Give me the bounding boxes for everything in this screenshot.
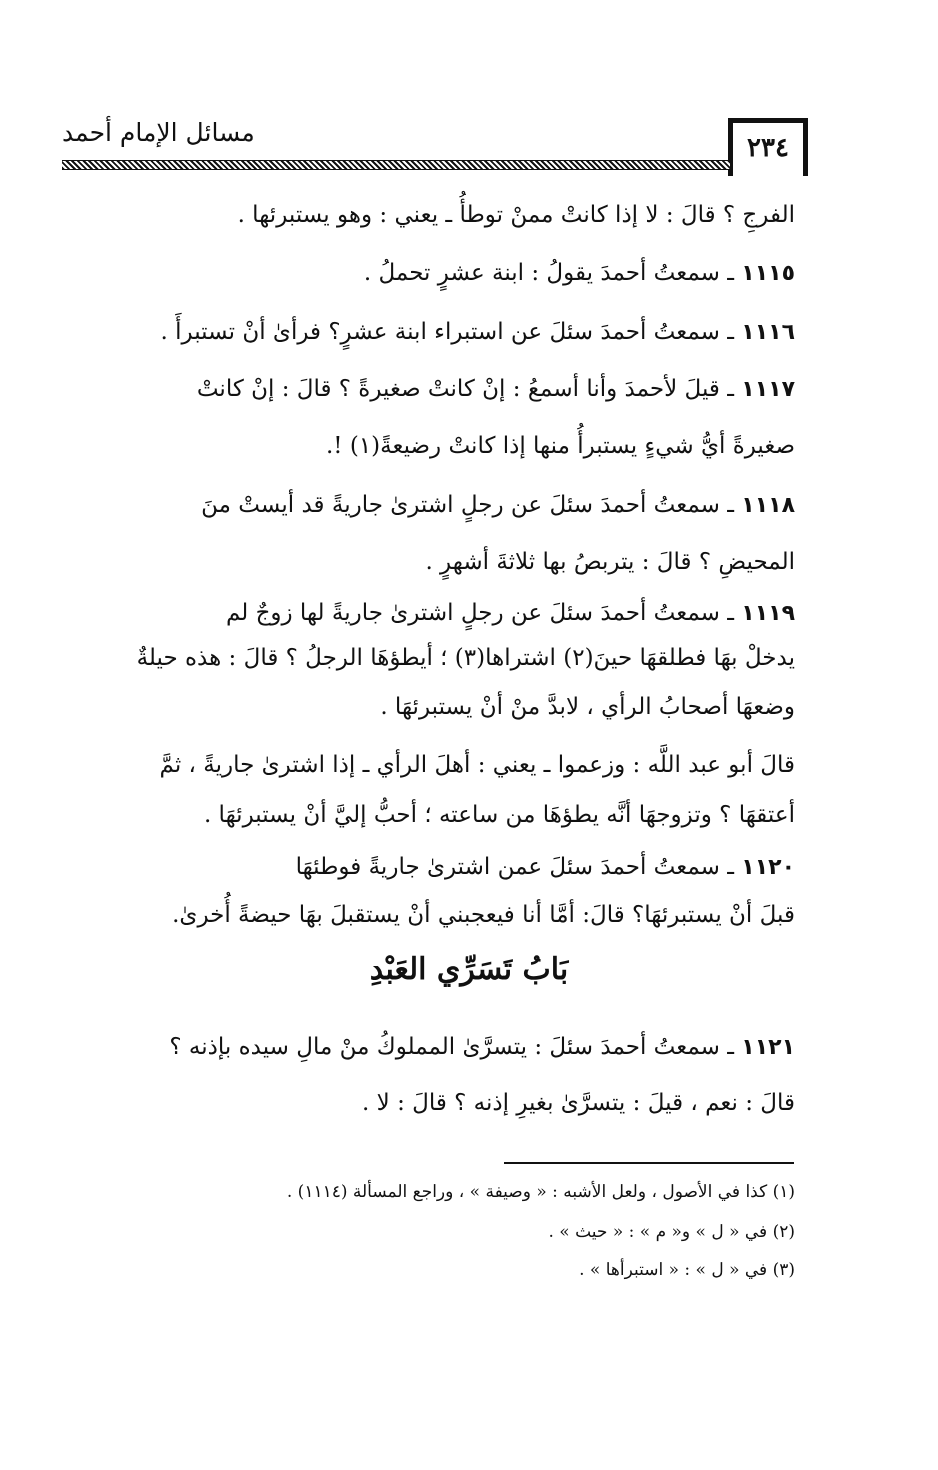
page-number-box [728, 118, 808, 176]
line-text: ـ سمعتُ أحمدَ سئلَ عن رجلٍ اشترىٰ جاريةً قد أيستْ منَ [201, 492, 742, 518]
line-text: أعتقهَا ؟ وتزوجهَا أنَّه يطؤهَا من ساعته ؛ أحبُّ إليَّ أنْ يستبرئهَا . [203, 802, 795, 828]
text-line [105, 596, 795, 631]
text-line [105, 641, 795, 676]
footnote: (٣) في « ل » : « استبرأها » . [579, 1260, 795, 1280]
issue-number: ١١٢١ [741, 1035, 795, 1060]
line-text: يدخلْ بهَا فطلقهَا حينَ(٢) اشتراها(٣) ؛ أيطؤهَا الرجلُ ؟ قالَ : هذه حيلةٌ [136, 645, 795, 671]
issue-number: ١١١٦ [741, 320, 795, 345]
text-line [105, 798, 795, 833]
footnote: (٢) في « ل » و« م » : « حيث » . [548, 1222, 795, 1242]
issue-number: ١١١٥ [741, 261, 795, 286]
text-line [105, 545, 795, 580]
running-header-title: مسائل الإمام أحمد [62, 118, 255, 147]
line-text: صغيرةً أيُّ شيءٍ يستبرأُ منها إذا كانتْ رضيعةً(١) !. [325, 433, 795, 459]
text-line [105, 690, 795, 725]
footnote: (١) كذا في الأصول ، ولعل الأشبه : « وصيفة » ، وراجع المسألة (١١١٤) . [286, 1182, 795, 1202]
text-line [105, 198, 795, 233]
text-line [105, 372, 795, 407]
issue-number: ١١١٨ [741, 493, 795, 518]
text-line [105, 429, 795, 464]
footnote-rule [504, 1162, 794, 1164]
text-line [105, 256, 795, 291]
issue-number: ١١١٧ [741, 377, 795, 402]
line-text: ـ سمعتُ أحمدَ سئلَ عمن اشترىٰ جاريةً فوطئهَا [295, 854, 742, 880]
line-text: ـ سمعتُ أحمدَ سئلَ عن رجلٍ اشترىٰ جاريةً لها زوجٌ لم [225, 600, 742, 626]
line-text: ـ سمعتُ أحمدَ سئلَ : يتسرَّىٰ المملوكُ منْ مالِ سيده بإذنه ؟ [169, 1034, 742, 1060]
text-line [105, 315, 795, 350]
line-text: قالَ أبو عبد اللَّه : وزعموا ـ يعني : أهلَ الرأي ـ إذا اشترىٰ جاريةً ، ثمَّ [159, 752, 795, 778]
line-text: قالَ : نعم ، قيلَ : يتسرَّىٰ بغيرِ إذنه ؟ قالَ : لا . [362, 1090, 795, 1116]
header-rule [62, 160, 730, 170]
text-line [105, 748, 795, 783]
page-number: ٢٣٤ [747, 133, 789, 163]
line-text: الفرجِ ؟ قالَ : لا إذا كانتْ ممنْ توطأُ ـ يعني : وهو يستبرئها . [237, 202, 795, 228]
line-text: المحيضِ ؟ قالَ : يتربصُ بها ثلاثةَ أشهرٍ . [425, 549, 795, 575]
text-line [105, 1086, 795, 1121]
text-line [105, 488, 795, 523]
text-line [105, 1030, 795, 1065]
line-text: وضعهَا أصحابُ الرأي ، لابدَّ منْ أنْ يستبرئهَا . [380, 694, 795, 720]
section-heading: بَابُ تَسَرِّي العَبْدِ [369, 952, 569, 987]
line-text: ـ سمعتُ أحمدَ سئلَ عن استبراء ابنة عشرٍ؟ فرأىٰ أنْ تستبرأَ . [160, 319, 742, 345]
line-text: ـ سمعتُ أحمدَ يقولُ : ابنة عشرٍ تحملُ . [363, 260, 742, 286]
text-line [105, 850, 795, 885]
issue-number: ١١٢٠ [741, 855, 795, 880]
line-text: ـ قيلَ لأحمدَ وأنا أسمعُ : إنْ كانتْ صغيرةً ؟ قالَ : إنْ كانتْ [196, 376, 742, 402]
line-text: قبلَ أنْ يستبرئهَا؟ قالَ: أمَّا أنا فيعجبني أنْ يستقبلَ بهَا حيضةً أُخرىٰ. [172, 902, 795, 928]
text-line [105, 898, 795, 933]
issue-number: ١١١٩ [741, 601, 795, 626]
